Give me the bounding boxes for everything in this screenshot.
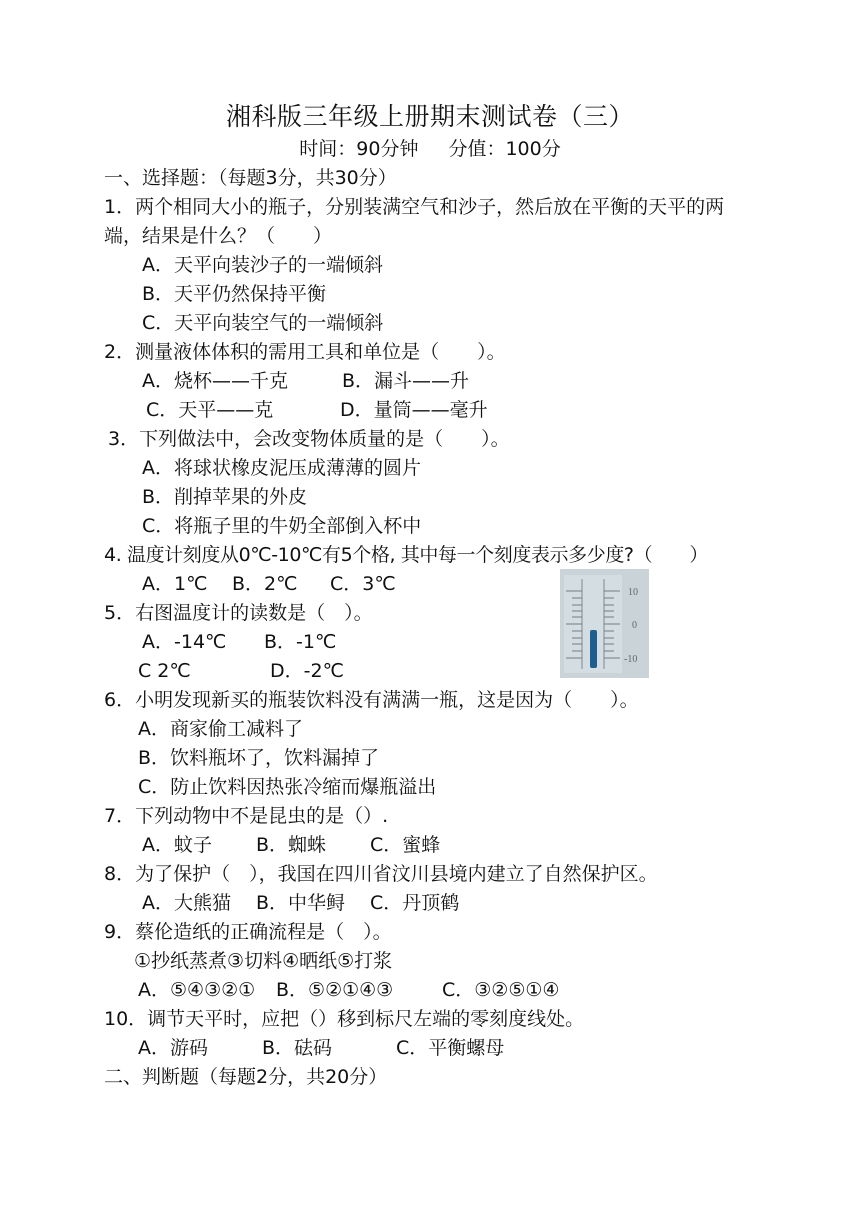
question-8-option-b: B．中华鲟 [256,892,346,914]
exam-time: 时间：90分钟 [299,138,419,160]
question-6-option-b: B．饮料瓶坏了，饮料漏掉了 [138,747,380,769]
question-1-option-a: A．天平向装沙子的一端倾斜 [142,254,383,276]
question-2-text: 2．测量液体体积的需用工具和单位是（ ）。 [104,341,506,363]
thermometer-label-0: 0 [632,620,637,631]
question-1-option-b: B．天平仍然保持平衡 [142,283,327,305]
question-7-option-b: B．蜘蛛 [256,834,327,856]
question-2-option-b: B．漏斗——升 [342,370,470,392]
question-5-text: 5．右图温度计的读数是（ ）。 [104,602,373,624]
question-1-text-cont: 端，结果是什么？（ ） [104,225,333,247]
question-6-option-a: A．商家偷工减料了 [138,718,303,740]
question-7-option-a: A．蚊子 [142,834,212,856]
question-7-option-c: C．蜜蜂 [370,834,441,856]
exam-score: 分值：100分 [448,138,561,160]
question-6-option-c: C．防止饮料因热张冷缩而爆瓶溢出 [138,776,437,798]
question-6-text: 6．小明发现新买的瓶装饮料没有满满一瓶，这是因为（ ）。 [104,689,639,711]
question-2-option-a: A．烧杯——千克 [142,370,288,392]
question-9-text: 9．蔡伦造纸的正确流程是（ ）。 [104,921,392,943]
question-4-option-b: B．2℃ [232,573,298,595]
question-9-option-a: A．⑤④③②① [138,979,256,1001]
thermometer-label-minus10: -10 [624,654,638,665]
question-5-option-b: B．-1℃ [264,631,337,653]
question-9-option-c: C．③②⑤①④ [442,979,560,1001]
document-title: 湘科版三年级上册期末测试卷（三） [225,102,634,131]
question-3-text: 3．下列做法中，会改变物体质量的是（ ）。 [108,428,510,450]
question-10-text: 10．调节天平时，应把（）移到标尺左端的零刻度线处。 [104,1008,585,1030]
question-8-option-c: C．丹顶鹤 [370,892,460,914]
question-2-option-d: D．量筒——毫升 [340,399,488,421]
question-4-option-c: C．3℃ [330,573,396,595]
thermometer-label-10: 10 [628,587,638,598]
question-10-option-b: B．砝码 [262,1037,333,1059]
question-5-option-d: D．-2℃ [270,660,344,682]
question-1-option-c: C．天平向装空气的一端倾斜 [142,312,384,334]
exam-meta [0,136,860,162]
question-8-text: 8．为了保护（ ），我国在四川省汶川县境内建立了自然保护区。 [104,863,658,885]
question-9-steps: ①抄纸蒸煮③切料④晒纸⑤打浆 [134,950,393,972]
thermometer-liquid [590,630,597,668]
question-9-option-b: B．⑤②①④③ [276,979,394,1001]
question-3-option-b: B．削掉苹果的外皮 [142,486,308,508]
question-4-text: 4. 温度计刻度从0℃-10℃有5个格, 其中每一个刻度表示多少度?（ ） [104,544,709,566]
question-5-option-c: C 2℃ [138,660,191,682]
question-10-option-c: C．平衡螺母 [396,1037,505,1059]
question-1-text: 1．两个相同大小的瓶子，分别装满空气和沙子，然后放在平衡的天平的两 [104,196,725,218]
thermometer-image [560,569,649,678]
question-3-option-c: C．将瓶子里的牛奶全部倒入杯中 [142,515,422,537]
question-7-text: 7．下列动物中不是昆虫的是（）. [104,805,389,827]
thermometer-drawing [560,569,649,678]
section-heading-judgement: 二、判断题（每题2分，共20分） [104,1066,388,1088]
section-heading-choice: 一、选择题：（每题3分，共30分） [104,167,397,189]
question-4-option-a: A．1℃ [142,573,208,595]
question-2-option-c: C．天平——克 [146,399,274,421]
question-8-option-a: A．大熊猫 [142,892,231,914]
question-10-option-a: A．游码 [138,1037,208,1059]
question-5-option-a: A．-14℃ [142,631,227,653]
question-3-option-a: A．将球状橡皮泥压成薄薄的圆片 [142,457,421,479]
